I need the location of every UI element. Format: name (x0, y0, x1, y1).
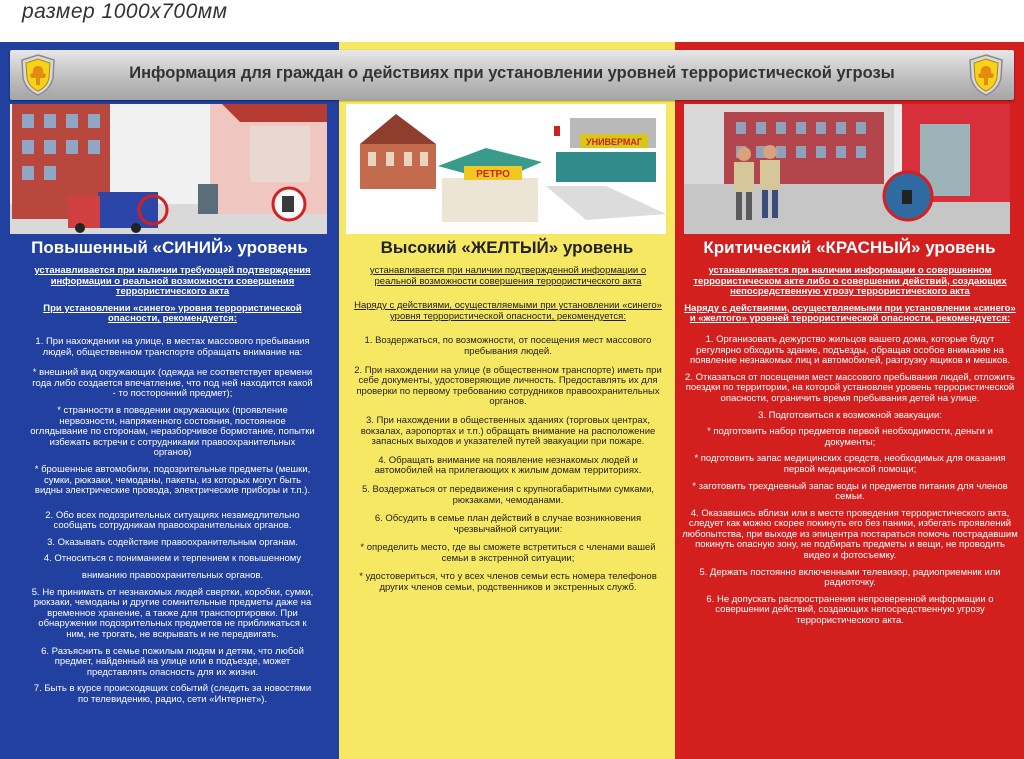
header-title: Информация для граждан о действиях при установлении уровней террористической угрозы (129, 64, 895, 82)
intro-red: устанавливается при наличии информации о совершенном террористическом акте либо о совершении действий, создающих непосредственную угрозу террористического акта (693, 265, 1007, 298)
list-item: 2. Обо всех подозрительных ситуациях незамедлительно сообщать сотрудникам правоохранительных органов. (45, 509, 300, 532)
list-item: 1. Воздержаться, по возможности, от посещения мест массового пребывания людей. (364, 335, 652, 357)
level-title-blue: Повышенный «СИНИЙ» уровень (31, 238, 308, 257)
list-item: 6. Разъяснить в семье пожилым людям и детям, что любой предмет, найденный на улице или в подъезде, может представлять опасность для их жизни. (41, 645, 304, 678)
list-item: * странности в поведении окружающих (проявление нервозности, напряженного состояния, постоянное оглядывание по сторонам, неразборчивое бормотание, попытки избежать встречи с сотрудниками правоохранительных органов) (30, 404, 315, 459)
store-sign: УНИВЕРМАГ (585, 137, 643, 147)
list-item: 3. При нахождении в общественных зданиях (торговых центрах, вокзалах, аэропортах и т.п.) обращать внимание на расположение запасных выходов и указателей путей эвакуации при пожаре. (360, 414, 656, 448)
text-yellow (348, 266, 668, 602)
text-red (682, 266, 1018, 633)
list-item: 5. Воздержаться от передвижения с крупногабаритными сумками, рюкзаками, чемоданами. (361, 483, 655, 506)
shield-emblem-icon (20, 54, 56, 96)
intro-yellow: устанавливается при наличии подтвержденной информации о реальной возможности совершения террористического акта (369, 265, 647, 287)
list-item: 7. Быть в курсе происходящих событий (следить за новостями по телевидению, радио, сети «Интернет»). (33, 683, 312, 705)
shield-emblem-icon (968, 54, 1004, 96)
list-item: 6. Обсудить в семье план действий в случае возникновения чрезвычайной ситуации: (374, 513, 642, 535)
list-item: 3. Подготовиться к возможной эвакуации: (758, 409, 942, 421)
list-item: 1. При нахождении на улице, в местах массового пребывания людей, общественном транспорте обращать внимание на: (35, 335, 310, 358)
list-item: 2. Отказаться от посещения мест массового пребывания людей, отложить поездки по территории, на которой установлен уровень террористической опасности, ограничить время пребывания детей на улице. (685, 371, 1015, 404)
list-item: 3. Оказывать содействие правоохранительным органам. (47, 536, 298, 548)
size-label: размер 1000х700мм (22, 0, 228, 23)
list-item: * внешний вид окружающих (одежда не соответствует времени года либо создается впечатление, что под ней находится какой - то посторонний предмет); (32, 367, 313, 400)
list-item: * подготовить запас медицинских средств, необходимых для оказания первой медицинской помощи; (694, 453, 1006, 475)
list-item: 6. Не допускать распространения непроверенной информации о совершении действий, создающих непосредственную угрозу террористического акта. (706, 593, 994, 627)
list-item: 4. Обращать внимание на появление незнакомых людей и автомобилей на прилегающих к жилым домам территориях. (374, 454, 642, 477)
list-item: * подготовить набор предметов первой необходимости, деньги и документы; (707, 426, 993, 448)
list-item: * удостовериться, что у всех членов семьи есть номера телефонов других членов семьи, родственников и экстренных служб. (359, 571, 657, 594)
list-item: 2. При нахождении на улице (в общественном транспорте) иметь при себе документы, удостоверяющие личность. Предоставлять их для проверки по первому требованию сотрудников правоохранительных органов. (354, 364, 662, 408)
list-item: 5. Держать постоянно включенными телевизор, радиоприемник или радиоточку. (699, 566, 1001, 589)
illustration-red (684, 104, 1010, 234)
list-item: * определить место, где вы сможете встретиться с членами вашей семьи в экстренной ситуации; (360, 542, 656, 564)
list-item: 4. Относиться с пониманием и терпением к повышенному (43, 553, 302, 565)
poster (0, 42, 1024, 759)
intro-blue: устанавливается при наличии требующей подтверждения информации о реальной возможности совершения террористического акта (34, 265, 311, 298)
list-item: 4. Оказавшись вблизи или в месте проведения террористического акта, следует как можно скорее покинуть его без паники, избегать проявлений любопытства, при выходе из эпицентра постараться помочь пострадавшим покинуть опасную зону, не подбирать предметы и вещи, не проводить видео и фотосъемку. (682, 507, 1018, 562)
illustration-yellow (346, 104, 666, 234)
lead-yellow: Наряду с действиями, осуществляемыми при установлении «синего» уровня террористической опасности, рекомендуется: (354, 300, 662, 322)
list-item: * брошенные автомобили, подозрительные предметы (мешки, сумки, рюкзаки, чемоданы, пакеты, из которых могут быть видны электрические провода, электрические приборы и т.п.). (34, 463, 311, 497)
lead-blue: При установлении «синего» уровня террористической опасности, рекомендуется: (43, 302, 302, 325)
illustration-blue (10, 104, 327, 234)
list-item: * заготовить трехдневный запас воды и предметов питания для членов семьи. (692, 480, 1008, 503)
list-item: 5. Не принимать от незнакомых людей свертки, коробки, сумки, рюкзаки, чемоданы и другие сомнительные предметы даже на временное хранение, а также для транспортировки. При обнаружении подозрительных предметов не приближаться к ним, не трогать, не вскрывать и не передвигать. (31, 586, 314, 641)
list-item: вниманию правоохранительных органов. (81, 570, 264, 582)
list-item: 1. Организовать дежурство жильцов вашего дома, которые будут регулярно обходить здание, подъезды, обращая особое внимание на появление незнакомых лиц и автомобилей, разгрузку ящиков и мешков. (689, 333, 1011, 367)
level-title-yellow: Высокий «ЖЕЛТЫЙ» уровень (380, 238, 634, 257)
lead-red: Наряду с действиями, осуществляемыми при установлении «синего» и «желтого» уровней террористической опасности, рекомендуется: (684, 302, 1016, 325)
text-blue (30, 266, 315, 712)
level-title-red: Критический «КРАСНЫЙ» уровень (703, 238, 996, 257)
header-band (10, 50, 1014, 100)
shop-sign: РЕТРО (476, 169, 510, 180)
